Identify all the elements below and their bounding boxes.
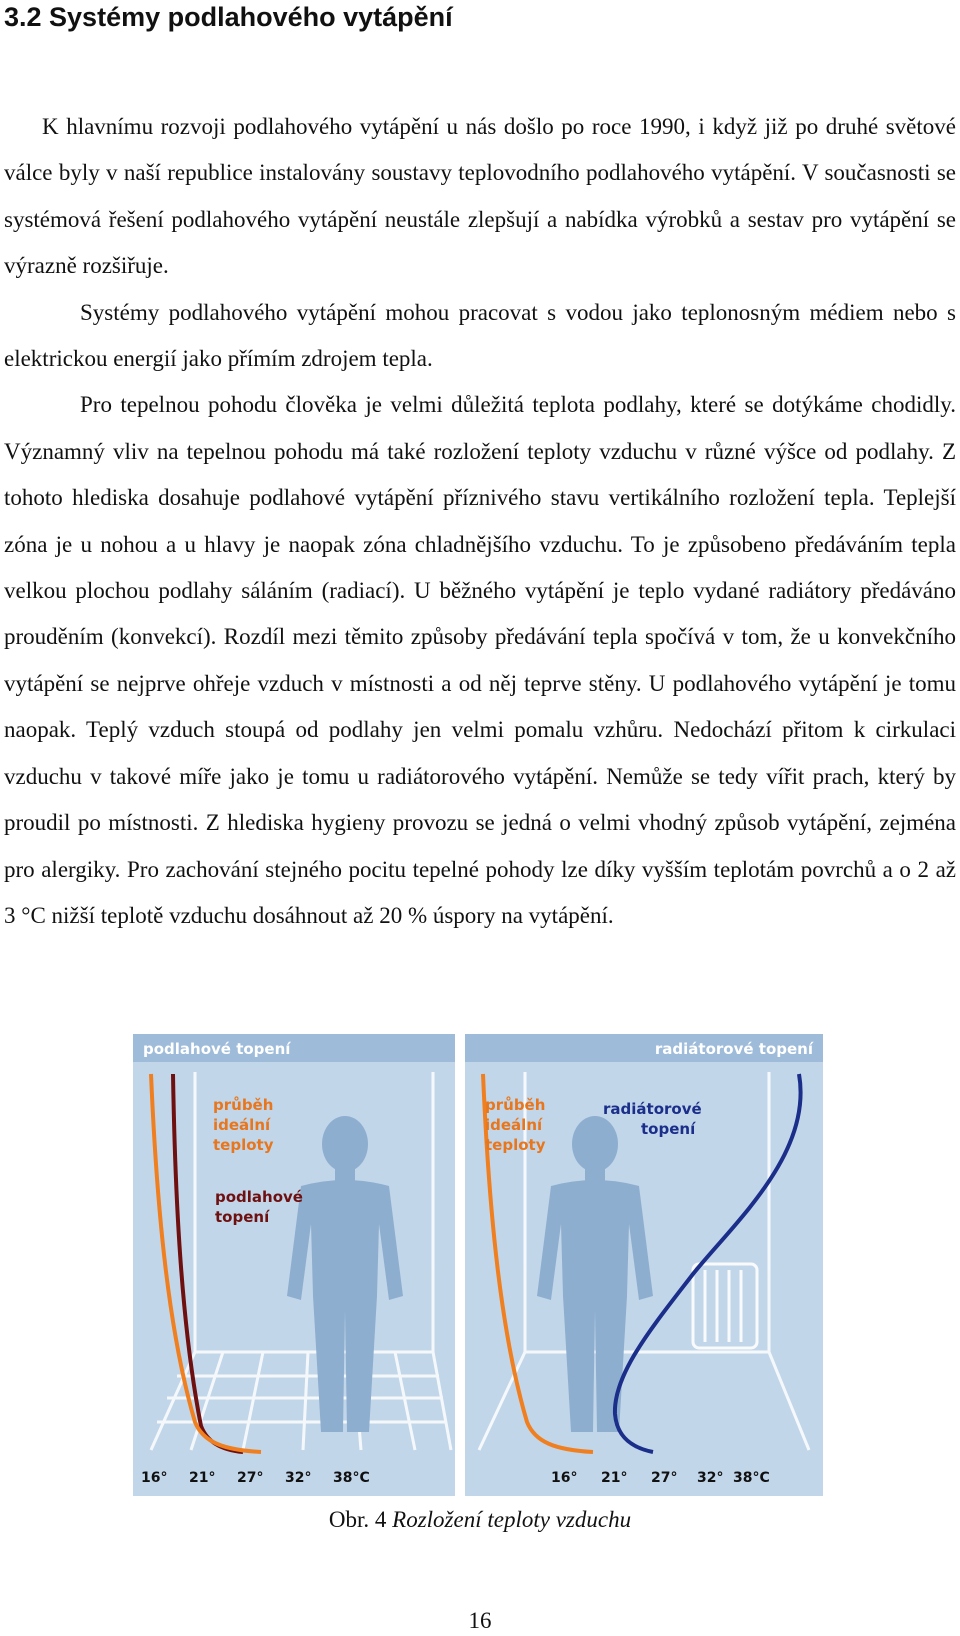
svg-text:průběh: průběh — [485, 1096, 546, 1114]
section-heading: 3.2 Systémy podlahového vytápění — [4, 2, 453, 32]
page-number: 16 — [468, 1608, 492, 1633]
svg-text:průběh: průběh — [213, 1096, 274, 1114]
svg-text:21°: 21° — [189, 1470, 216, 1486]
svg-text:21°: 21° — [601, 1470, 628, 1486]
paragraph-1: K hlavnímu rozvoji podlahového vytápění u nás došlo po roce 1990, i když již po druhé světové válce byly v naší republice instalovány soustavy teplovodního podlahového vytápění. V současnosti se systémová řešení podlahového vytápění neustále zlepšují a nabídka výrobků a sestav pro vytápění se výrazně rozšiřuje. — [4, 114, 956, 279]
svg-text:38°C: 38°C — [733, 1470, 770, 1486]
figure-caption — [0, 1505, 960, 1535]
left-panel-title: podlahové topení — [143, 1040, 291, 1058]
caption-text: Rozložení teploty vzduchu — [392, 1507, 632, 1532]
right-panel-title: radiátorové topení — [654, 1040, 813, 1058]
svg-text:32°: 32° — [697, 1470, 724, 1486]
svg-text:16°: 16° — [551, 1470, 578, 1486]
caption-prefix: Obr. 4 — [328, 1507, 387, 1532]
svg-text:teploty: teploty — [485, 1136, 546, 1154]
svg-text:32°: 32° — [285, 1470, 312, 1486]
svg-text:topení: topení — [641, 1120, 696, 1138]
left-ideal-label — [213, 1096, 274, 1154]
paragraph-2: Systémy podlahového vytápění mohou pracovat s vodou jako teplonosným médiem nebo s elektrickou energií jako přímím zdrojem tepla. — [4, 299, 956, 372]
paragraph-3: Pro tepelnou pohodu člověka je velmi důležitá teplota podlahy, které se dotýkáme chodidly. Významný vliv na tepelnou pohodu má také rozložení teploty vzduchu v různé výšce od podlahy. Z tohoto hlediska dosahuje podlahové vytápění příznivého stavu vertikálního rozložení tepla. Teplejší zóna je u nohou a u hlavy je naopak zóna chladnějšího vzduchu. To je způsobeno předáváním tepla velkou plochou podlahy sáláním (radiací). U běžného vytápění je teplo vydané radiátory předáváno prouděním (konvekcí). Rozdíl mezi těmito způsoby předávání tepla spočívá v tom, že u konvekčního vytápění se nejprve ohřeje vzduch v místnosti a od něj teprve stěny. U podlahového vytápění je tomu naopak. Teplý vzduch stoupá od podlahy jen velmi pomalu vzhůru. Nedochází přitom k cirkulaci vzduchu v takové míře jako je tomu u radiátorového vytápění. Nemůže se tedy vířit prach, který by proudil po místnosti. Z hlediska hygieny provozu se jedná o velmi vhodný způsob vytápění, zejména pro alergiky. Pro zachování stejného pocitu tepelné pohody lze díky vyšším teplotám povrchů a o 2 až 3 °C nižší teplotě vzduchu dosáhnout až 20 % úspory na vytápění. — [4, 392, 956, 928]
temperature-distribution-figure — [133, 1034, 823, 1496]
floor-heating-panel — [133, 1034, 455, 1496]
radiator-heating-panel — [465, 1034, 823, 1496]
svg-text:topení: topení — [215, 1208, 270, 1226]
svg-text:radiátorové: radiátorové — [603, 1100, 702, 1118]
svg-text:ideální: ideální — [213, 1116, 271, 1134]
right-ideal-label — [485, 1096, 546, 1154]
body-text — [4, 104, 956, 939]
svg-text:27°: 27° — [651, 1470, 678, 1486]
svg-text:27°: 27° — [237, 1470, 264, 1486]
svg-text:ideální: ideální — [485, 1116, 543, 1134]
svg-text:teploty: teploty — [213, 1136, 274, 1154]
figure-illustration — [133, 1034, 823, 1496]
svg-text:38°C: 38°C — [333, 1470, 370, 1486]
svg-text:podlahové: podlahové — [215, 1188, 303, 1206]
svg-text:16°: 16° — [141, 1470, 168, 1486]
